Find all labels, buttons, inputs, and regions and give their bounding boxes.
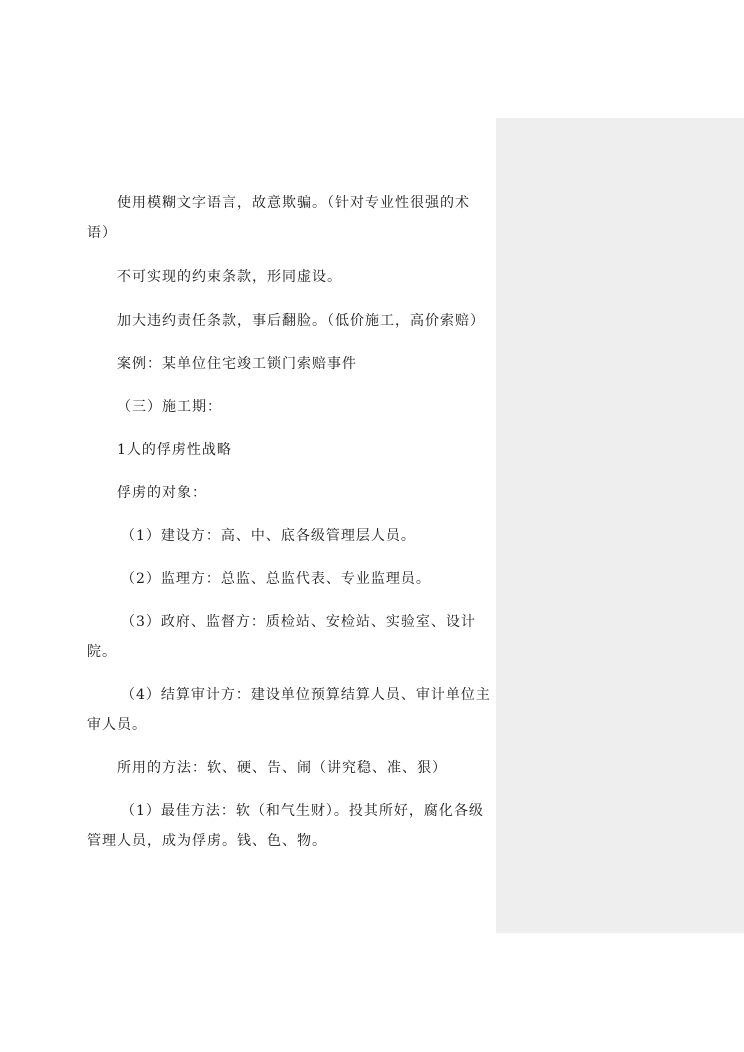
list-item-audit-party: （4）结算审计方：建设单位预算结算人员、审计单位主审人员。 [87, 687, 491, 733]
paragraph-case-example: 案例：某单位住宅竣工锁门索赔事件 [117, 356, 357, 372]
paragraph-unenforceable-clauses: 不可实现的约束条款，形同虚设。 [117, 269, 342, 285]
list-item-government-party: （3）政府、监督方：质检站、安检站、实验室、设计院。 [87, 614, 476, 660]
comment-margin-panel [496, 118, 744, 933]
document-body [87, 188, 491, 856]
list-item-supervision-party: （2）监理方：总监、总监代表、专业监理员。 [121, 571, 431, 587]
list-item-construction-party: （1）建设方：高、中、底各级管理层人员。 [121, 528, 416, 544]
paragraph-vague-language: 使用模糊文字语言，故意欺骗。（针对专业性很强的术语） [87, 195, 470, 241]
list-item-best-method: （1）最佳方法：软（和气生财）。投其所好，腐化各级管理人员，成为俘虏。钱、色、物。 [87, 803, 484, 849]
paragraph-liability-clauses: 加大违约责任条款，事后翻脸。（低价施工，高价索赔） [117, 313, 485, 329]
paragraph-methods: 所用的方法：软、硬、告、闹（讲究稳、准、狠） [117, 760, 447, 776]
paragraph-captive-targets: 俘虏的对象： [117, 485, 207, 501]
section-heading-construction-period: （三）施工期： [117, 399, 222, 415]
paragraph-captive-strategy: 1人的俘虏性战略 [117, 442, 232, 458]
